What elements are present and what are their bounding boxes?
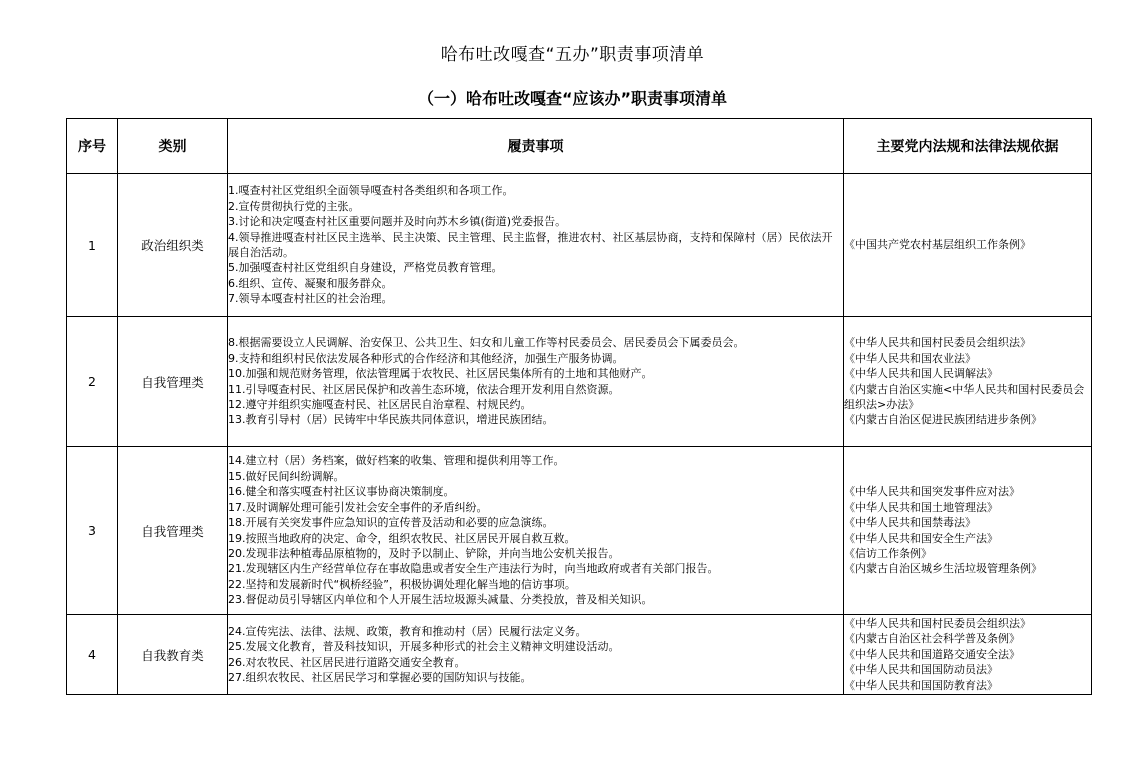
duty-item: 25.发展文化教育，普及科技知识，开展多种形式的社会主义精神文明建设活动。 bbox=[228, 640, 620, 654]
row-category: 自我教育类 bbox=[118, 615, 228, 695]
duty-item: 3.讨论和决定嘎查村社区重要问题并及时向苏木乡镇(街道)党委报告。 bbox=[228, 215, 567, 229]
duty-table bbox=[66, 118, 1092, 695]
duty-item: 11.引导嘎查村民、社区居民保护和改善生态环境，依法合理开发利用自然资源。 bbox=[228, 382, 620, 396]
header-basis: 主要党内法规和法律法规依据 bbox=[844, 119, 1092, 174]
duty-item: 19.按照当地政府的决定、命令，组织农牧民、社区居民开展自救互救。 bbox=[228, 531, 576, 545]
duty-item: 24.宣传宪法、法律、法规、政策，教育和推动村（居）民履行法定义务。 bbox=[228, 624, 587, 638]
row-duties bbox=[228, 447, 844, 615]
law-item: 《内蒙古自治区社会科学普及条例》 bbox=[844, 632, 1020, 646]
duty-item: 2.宣传贯彻执行党的主张。 bbox=[228, 199, 360, 213]
header-category: 类别 bbox=[118, 119, 228, 174]
duty-item: 6.组织、宣传、凝聚和服务群众。 bbox=[228, 276, 393, 290]
law-item: 《中华人民共和国国防教育法》 bbox=[844, 678, 998, 692]
table-row bbox=[67, 615, 1092, 695]
law-item: 《中华人民共和国村民委员会组织法》 bbox=[844, 616, 1031, 630]
row-index: 3 bbox=[67, 447, 118, 615]
duty-item: 13.教育引导村（居）民铸牢中华民族共同体意识，增进民族团结。 bbox=[228, 413, 554, 427]
duty-item: 27.组织农牧民、社区居民学习和掌握必要的国防知识与技能。 bbox=[228, 670, 532, 684]
row-basis bbox=[844, 447, 1092, 615]
duty-item: 4.领导推进嘎查村社区民主选举、民主决策、民主管理、民主监督，推进农村、社区基层协商，支持和保障村（居）民依法开展自治活动。 bbox=[228, 230, 833, 259]
header-index: 序号 bbox=[67, 119, 118, 174]
law-item: 《中华人民共和国禁毒法》 bbox=[844, 516, 976, 530]
law-item: 《内蒙古自治区实施<中华人民共和国村民委员会组织法>办法》 bbox=[844, 382, 1085, 411]
table-row bbox=[67, 174, 1092, 317]
table-subtitle: （一）哈布吐改嘎查“应该办”职责事项清单 bbox=[417, 89, 728, 108]
duty-item: 16.健全和落实嘎查村社区议事协商决策制度。 bbox=[228, 485, 455, 499]
law-item: 《中华人民共和国突发事件应对法》 bbox=[844, 485, 1020, 499]
law-item: 《中华人民共和国人民调解法》 bbox=[844, 367, 998, 381]
duty-item: 18.开展有关突发事件应急知识的宣传普及活动和必要的应急演练。 bbox=[228, 516, 554, 530]
row-category: 自我管理类 bbox=[118, 447, 228, 615]
duty-item: 21.发现辖区内生产经营单位存在事故隐患或者安全生产违法行为时，向当地政府或者有关部门报告。 bbox=[228, 562, 719, 576]
duty-item: 1.嘎查村社区党组织全面领导嘎查村各类组织和各项工作。 bbox=[228, 184, 514, 198]
law-item: 《中国共产党农村基层组织工作条例》 bbox=[844, 238, 1031, 252]
duty-item: 26.对农牧民、社区居民进行道路交通安全教育。 bbox=[228, 655, 466, 669]
duty-item: 7.领导本嘎查村社区的社会治理。 bbox=[228, 292, 393, 306]
table-row bbox=[67, 447, 1092, 615]
row-duties bbox=[228, 174, 844, 317]
duty-item: 10.加强和规范财务管理，依法管理属于农牧民、社区居民集体所有的土地和其他财产。 bbox=[228, 367, 653, 381]
row-duties bbox=[228, 317, 844, 447]
row-basis bbox=[844, 174, 1092, 317]
duty-item: 17.及时调解处理可能引发社会安全事件的矛盾纠纷。 bbox=[228, 500, 488, 514]
table-row bbox=[67, 317, 1092, 447]
law-item: 《信访工作条例》 bbox=[844, 546, 932, 560]
law-item: 《内蒙古自治区城乡生活垃圾管理条例》 bbox=[844, 562, 1042, 576]
duty-item: 12.遵守并组织实施嘎查村民、社区居民自治章程、村规民约。 bbox=[228, 397, 532, 411]
row-category: 自我管理类 bbox=[118, 317, 228, 447]
document-title: 哈布吐改嘎查“五办”职责事项清单 bbox=[440, 45, 705, 65]
row-index: 2 bbox=[67, 317, 118, 447]
law-item: 《中华人民共和国安全生产法》 bbox=[844, 531, 998, 545]
duty-item: 5.加强嘎查村社区党组织自身建设，严格党员教育管理。 bbox=[228, 261, 503, 275]
header-row bbox=[67, 119, 1092, 174]
row-index: 4 bbox=[67, 615, 118, 695]
duty-item: 14.建立村（居）务档案，做好档案的收集、管理和提供利用等工作。 bbox=[228, 454, 565, 468]
duty-item: 22.坚持和发展新时代“枫桥经验”，积极协调处理化解当地的信访事项。 bbox=[228, 577, 576, 591]
duty-item: 20.发现非法种植毒品原植物的，及时予以制止、铲除，并向当地公安机关报告。 bbox=[228, 546, 620, 560]
row-category: 政治组织类 bbox=[118, 174, 228, 317]
header-duties: 履责事项 bbox=[228, 119, 844, 174]
duty-item: 15.做好民间纠纷调解。 bbox=[228, 469, 345, 483]
row-duties bbox=[228, 615, 844, 695]
law-item: 《中华人民共和国村民委员会组织法》 bbox=[844, 336, 1031, 350]
row-basis bbox=[844, 615, 1092, 695]
law-item: 《中华人民共和国土地管理法》 bbox=[844, 500, 998, 514]
duty-item: 9.支持和组织村民依法发展各种形式的合作经济和其他经济，加强生产服务协调。 bbox=[228, 351, 624, 365]
row-basis bbox=[844, 317, 1092, 447]
duty-item: 8.根据需要设立人民调解、治安保卫、公共卫生、妇女和儿童工作等村民委员会、居民委员会下属委员会。 bbox=[228, 336, 745, 350]
law-item: 《内蒙古自治区促进民族团结进步条例》 bbox=[844, 413, 1042, 427]
law-item: 《中华人民共和国农业法》 bbox=[844, 351, 976, 365]
row-index: 1 bbox=[67, 174, 118, 317]
law-item: 《中华人民共和国道路交通安全法》 bbox=[844, 647, 1020, 661]
law-item: 《中华人民共和国国防动员法》 bbox=[844, 663, 998, 677]
duty-item: 23.督促动员引导辖区内单位和个人开展生活垃圾源头减量、分类投放，普及相关知识。 bbox=[228, 593, 653, 607]
